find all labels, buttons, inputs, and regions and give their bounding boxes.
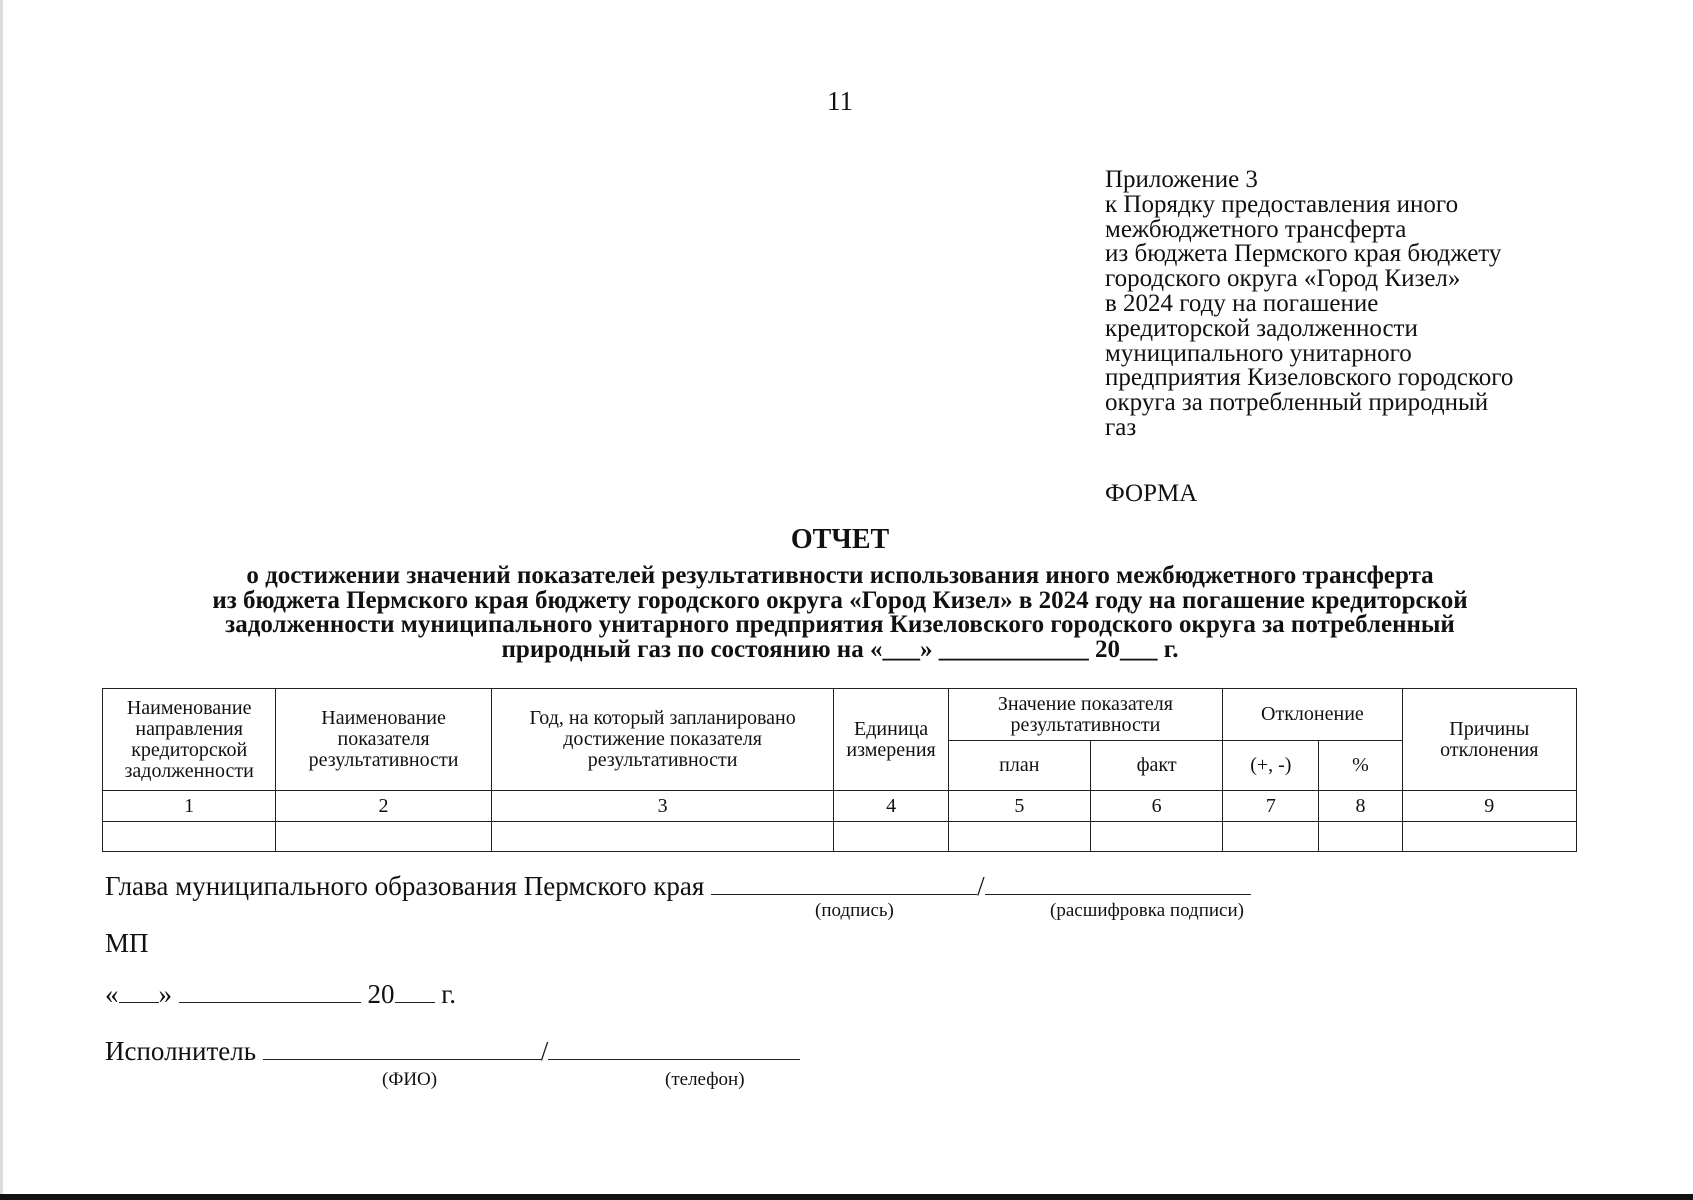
signature-field[interactable] xyxy=(711,870,977,895)
header-fact: факт xyxy=(1090,741,1222,791)
header-indicator-value: Значение показателя результативности xyxy=(948,689,1223,741)
column-number: 8 xyxy=(1319,791,1402,822)
year-suffix: г. xyxy=(441,979,457,1009)
caption-decoding: (расшифровка подписи) xyxy=(1050,900,1244,921)
column-number: 6 xyxy=(1090,791,1222,822)
appendix-line: в 2024 году на погашение xyxy=(1105,289,1379,317)
header-deviation-pct: % xyxy=(1319,741,1402,791)
table-cell[interactable] xyxy=(1402,822,1576,852)
table-cell[interactable] xyxy=(1090,822,1222,852)
header-deviation: Отклонение xyxy=(1223,689,1402,741)
table-row xyxy=(103,822,1577,852)
header-deviation-reasons: Причины отклонения xyxy=(1402,689,1576,791)
report-title: ОТЧЕТ xyxy=(790,524,890,555)
column-number: 9 xyxy=(1402,791,1576,822)
table-cell[interactable] xyxy=(1319,822,1402,852)
appendix-line: Приложение 3 xyxy=(1105,166,1258,193)
header-unit: Единица измерения xyxy=(834,689,948,791)
executor-line xyxy=(105,1035,800,1067)
column-number: 4 xyxy=(834,791,948,822)
column-number: 2 xyxy=(276,791,491,822)
report-subtitle xyxy=(40,564,1640,662)
date-open-quote: « xyxy=(105,979,119,1009)
header-deviation-abs: (+, -) xyxy=(1223,741,1319,791)
table-cell[interactable] xyxy=(276,822,491,852)
date-line xyxy=(105,978,456,1010)
appendix-line: газ xyxy=(1105,413,1137,441)
caption-fio: (ФИО) xyxy=(382,1069,438,1090)
report-subtitle-line: из бюджета Пермского края бюджету городского округа «Город Кизел» в 2024 году на погашение кредиторской xyxy=(212,586,1468,614)
column-number: 7 xyxy=(1223,791,1319,822)
date-year-field[interactable] xyxy=(395,978,435,1003)
column-number: 3 xyxy=(491,791,834,822)
executor-phone-field[interactable] xyxy=(548,1035,800,1060)
column-number: 5 xyxy=(948,791,1090,822)
year-prefix: 20 xyxy=(367,979,395,1009)
appendix-line: городского округа «Город Кизел» xyxy=(1105,265,1461,293)
scan-bottom-bar xyxy=(0,1194,1693,1200)
appendix-line: кредиторской задолженности xyxy=(1105,314,1418,342)
table-cell[interactable] xyxy=(491,822,834,852)
header-plan: план xyxy=(948,741,1090,791)
appendix-line: межбюджетного трансферта xyxy=(1105,215,1407,243)
appendix-line: предприятия Кизеловского городского xyxy=(1105,364,1514,392)
table-cell[interactable] xyxy=(103,822,276,852)
column-number: 1 xyxy=(103,791,276,822)
stamp-label: МП xyxy=(105,928,149,958)
appendix-block xyxy=(1105,168,1585,441)
date-month-field[interactable] xyxy=(179,978,361,1003)
separator: / xyxy=(977,871,985,901)
page-number: 11 xyxy=(827,86,853,116)
report-subtitle-line: задолженности муниципального унитарного предприятия Кизеловского городского округа за потребленный xyxy=(225,611,1455,638)
head-signature-line xyxy=(105,870,1251,902)
report-subtitle-line: о достижении значений показателей результативности использования иного межбюджетного трансферта xyxy=(246,562,1434,589)
caption-phone: (телефон) xyxy=(665,1069,745,1090)
appendix-line: муниципального унитарного xyxy=(1105,339,1412,367)
appendix-line: округа за потребленный природный xyxy=(1105,389,1489,417)
header-debt-direction: Наименование направления кредиторской задолженности xyxy=(103,689,276,791)
date-day-field[interactable] xyxy=(119,978,159,1003)
date-close-quote: » xyxy=(158,979,172,1009)
table-cell[interactable] xyxy=(1223,822,1319,852)
signature-decoding-field[interactable] xyxy=(985,870,1251,895)
header-indicator-name: Наименование показателя результативности xyxy=(276,689,491,791)
column-numbers-row xyxy=(103,791,1577,822)
table-cell[interactable] xyxy=(948,822,1090,852)
executor-label: Исполнитель xyxy=(105,1036,257,1066)
scan-edge xyxy=(0,0,3,1200)
table-cell[interactable] xyxy=(834,822,948,852)
report-table xyxy=(102,688,1577,852)
executor-name-field[interactable] xyxy=(263,1035,541,1060)
appendix-line: из бюджета Пермского края бюджету xyxy=(1105,240,1502,268)
head-label: Глава муниципального образования Пермского края xyxy=(105,871,705,901)
header-planned-year: Год, на который запланировано достижение показателя результативности xyxy=(491,689,834,791)
appendix-line: к Порядку предоставления иного xyxy=(1105,190,1459,218)
caption-signature: (подпись) xyxy=(815,900,894,921)
form-label: ФОРМА xyxy=(1105,480,1198,507)
report-subtitle-line: природный газ по состоянию на «___» ____________ 20___ г. xyxy=(501,635,1179,663)
separator: / xyxy=(540,1036,549,1066)
